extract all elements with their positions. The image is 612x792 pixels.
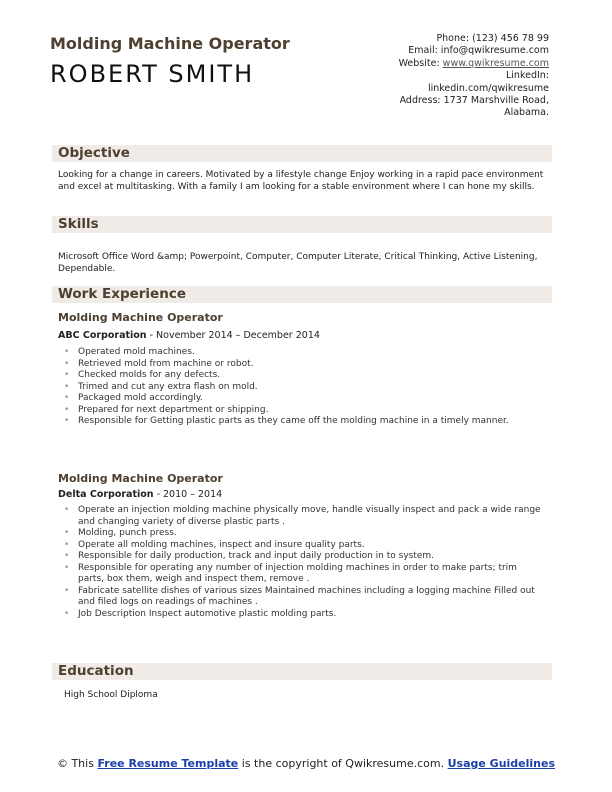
company: Delta Corporation bbox=[58, 489, 154, 500]
list-item: • Operate an injection molding machine physically move, handle visually inspect and pack a wide range and changing variety of diverse plastic parts . bbox=[64, 505, 544, 528]
skills-text: Microsoft Office Word &amp; Powerpoint, Computer, Computer Literate, Critical Thinking, Active Listening, Dependable. bbox=[58, 252, 538, 274]
address: Address: 1737 Marshville Road, Alabama. bbox=[399, 95, 549, 119]
list-item: • Operate all molding machines, inspect and insure quality parts. bbox=[64, 540, 544, 552]
company: ABC Corporation bbox=[58, 330, 147, 341]
linkedin-label: LinkedIn: bbox=[505, 70, 549, 82]
email: Email: info@qwikresume.com bbox=[408, 45, 549, 57]
job-bullets bbox=[64, 505, 544, 620]
list-item: • Molding, punch press. bbox=[64, 528, 544, 540]
list-item: • Trimed and cut any extra flash on mold. bbox=[64, 382, 544, 394]
footer bbox=[0, 757, 612, 770]
candidate-name: ROBERT SMITH bbox=[50, 60, 255, 88]
section-work-experience: Work Experience bbox=[52, 286, 552, 303]
list-item: • Responsible for Getting plastic parts as they came off the molding machine in a timely manner. bbox=[64, 416, 544, 428]
list-item: • Job Description Inspect automotive plastic molding parts. bbox=[64, 609, 544, 621]
phone: Phone: (123) 456 78 99 bbox=[436, 33, 549, 44]
linkedin: linkedin.com/qwikresume bbox=[427, 82, 549, 94]
list-item: • Retrieved mold from machine or robot. bbox=[64, 359, 544, 371]
list-item: • Responsible for operating any number of injection molding machines in order to make parts; trim parts, box them, weigh and inspect them, remove . bbox=[64, 563, 544, 586]
job-dates: - 2010 – 2014 bbox=[153, 489, 223, 500]
job-role: Molding Machine Operator bbox=[58, 472, 223, 485]
job-bullets bbox=[64, 347, 544, 428]
education-text: High School Diploma bbox=[64, 690, 158, 700]
list-item: • Packaged mold accordingly. bbox=[64, 393, 544, 405]
job-role: Molding Machine Operator bbox=[58, 311, 223, 324]
usage-guidelines-link[interactable]: Usage Guidelines bbox=[447, 757, 556, 770]
section-skills: Skills bbox=[52, 216, 552, 233]
website-link[interactable]: www.qwikresume.com bbox=[442, 57, 549, 69]
section-education: Education bbox=[52, 663, 552, 680]
list-item: • Prepared for next department or shipping. bbox=[64, 405, 544, 417]
list-item: • Responsible for daily production, track and input daily production in to system. bbox=[64, 551, 544, 563]
job-dates: - November 2014 – December 2014 bbox=[146, 330, 320, 341]
footer-prefix: © This bbox=[56, 757, 98, 770]
website-label: Website: bbox=[398, 57, 443, 69]
footer-middle: is the copyright of Qwikresume.com. bbox=[238, 757, 448, 770]
list-item: • Operated mold machines. bbox=[64, 347, 544, 359]
list-item: • Checked molds for any defects. bbox=[64, 370, 544, 382]
free-resume-template-link[interactable]: Free Resume Template bbox=[97, 757, 239, 770]
list-item: • Fabricate satellite dishes of various sizes Maintained machines including a logging machine Filled out and filed logs on readings of machines . bbox=[64, 586, 544, 609]
contact-info bbox=[349, 33, 549, 120]
job-title: Molding Machine Operator bbox=[50, 34, 290, 53]
objective-text: Looking for a change in careers. Motivated by a lifestyle change Enjoy working in a rapid pace environment and excel at multitasking. With a family I am looking for a stable environment where I can hone my skills. bbox=[58, 170, 544, 192]
section-objective: Objective bbox=[52, 145, 552, 162]
